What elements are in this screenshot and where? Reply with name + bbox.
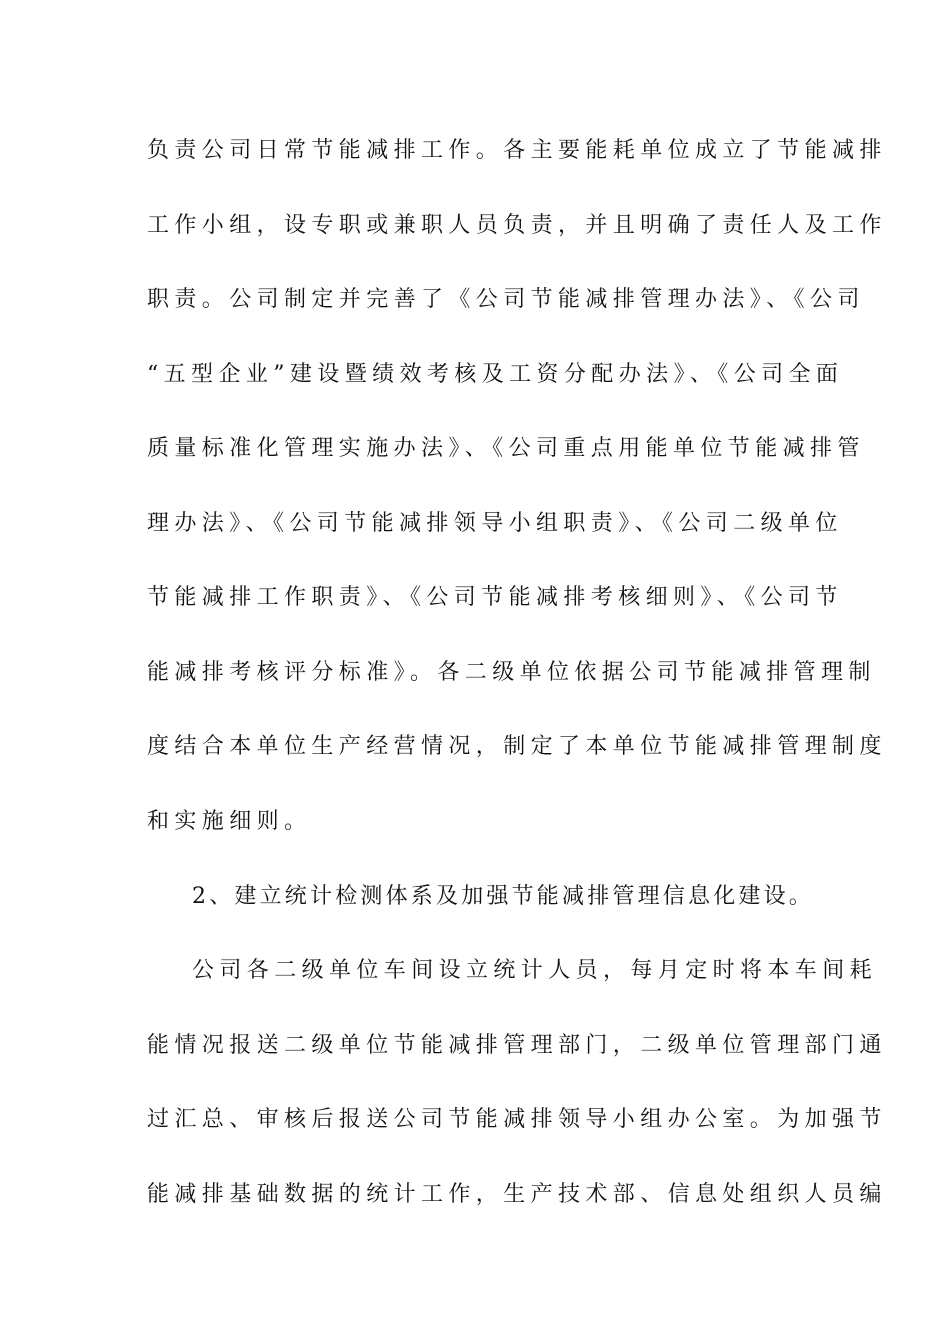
paragraph-1-line-2: 工作小组，设专职或兼职人员负责，并且明确了责任人及工作 xyxy=(147,213,887,238)
section-heading: 2、建立统计检测体系及加强节能减排管理信息化建设。 xyxy=(192,884,814,909)
paragraph-3-line-2: 能情况报送二级单位节能减排管理部门，二级单位管理部门通 xyxy=(147,1033,887,1058)
paragraph-1-line-1: 负责公司日常节能减排工作。各主要能耗单位成立了节能减排 xyxy=(147,138,887,163)
paragraph-1-line-6: 理办法》、《公司节能减排领导小组职责》、《公司二级单位 xyxy=(147,511,843,536)
paragraph-1-line-5: 质量标准化管理实施办法》、《公司重点用能单位节能减排管 xyxy=(147,436,865,461)
paragraph-1-line-8: 能减排考核评分标准》。各二级单位依据公司节能减排管理制 xyxy=(147,660,876,685)
paragraph-3-line-1: 公司各二级单位车间设立统计人员，每月定时将本车间耗 xyxy=(192,958,878,983)
paragraph-1-line-3: 职责。公司制定并完善了《公司节能减排管理办法》、《公司 xyxy=(147,287,865,312)
paragraph-1-line-9: 度结合本单位生产经营情况，制定了本单位节能减排管理制度 xyxy=(147,734,887,759)
paragraph-1-line-7: 节能减排工作职责》、《公司节能减排考核细则》、《公司节 xyxy=(147,585,843,610)
paragraph-1-line-10: 和实施细则。 xyxy=(147,809,312,834)
paragraph-1-line-4: “五型企业”建设暨绩效考核及工资分配办法》、《公司全面 xyxy=(147,362,844,387)
paragraph-3-line-4: 能减排基础数据的统计工作，生产技术部、信息处组织人员编 xyxy=(147,1182,887,1207)
paragraph-3-line-3: 过汇总、审核后报送公司节能减排领导小组办公室。为加强节 xyxy=(147,1107,887,1132)
